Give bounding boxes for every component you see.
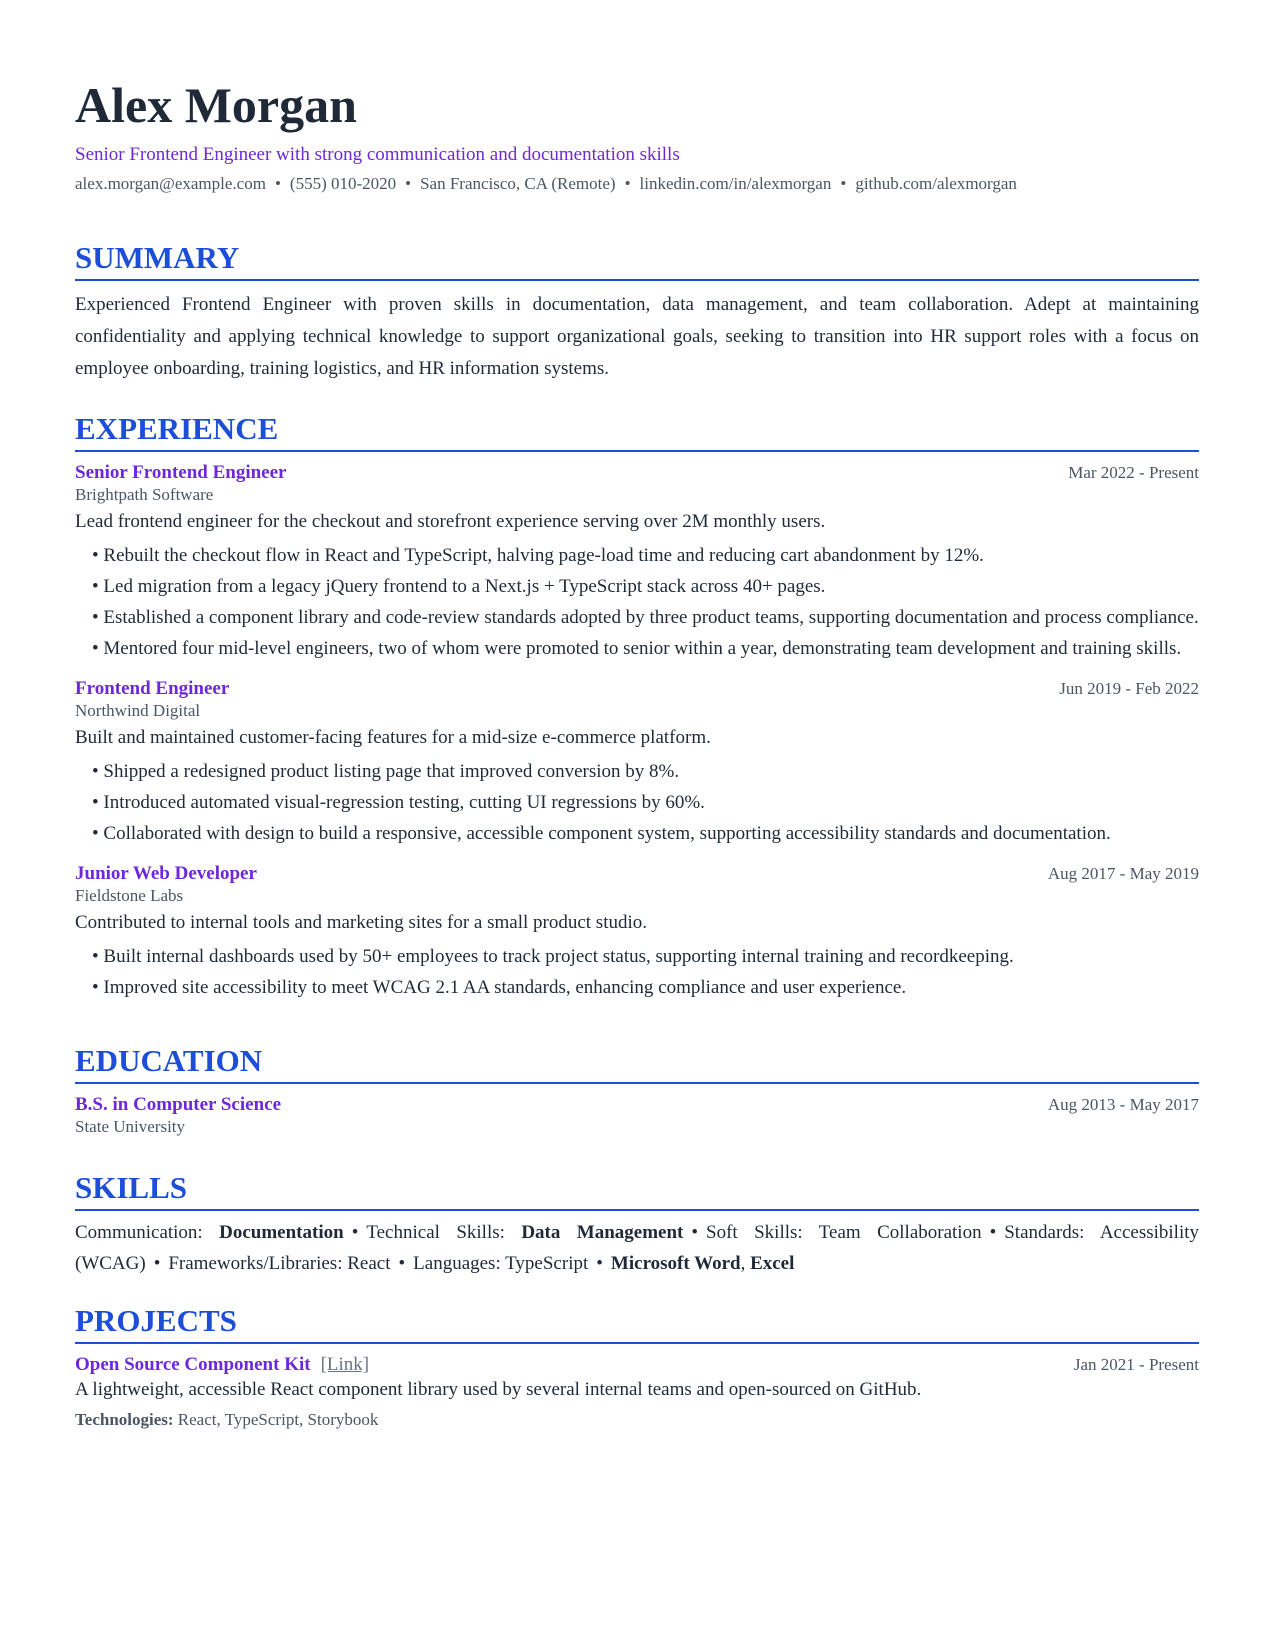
job-title: Frontend Engineer	[75, 678, 230, 699]
contact-github: github.com/alexmorgan	[855, 174, 1017, 193]
job-title: Senior Frontend Engineer	[75, 462, 287, 483]
contact-phone: (555) 010-2020	[289, 174, 397, 193]
project-entry	[75, 1354, 1199, 1430]
project-technologies	[75, 1410, 1199, 1430]
skills-text	[75, 1217, 1199, 1279]
job-company: Fieldstone Labs	[75, 886, 184, 905]
skill-value: Documentation	[219, 1222, 344, 1243]
skill-label: Communication:	[75, 1222, 220, 1243]
skill-separator: •	[596, 1253, 603, 1274]
job-entry	[75, 462, 1199, 664]
job-bullets	[92, 540, 1199, 664]
project-dates: Jan 2021 - Present	[1073, 1355, 1199, 1374]
job-bullet: • Established a component library and code-review standards adopted by three product teams, supporting documentation and process compliance.	[92, 602, 1199, 633]
job-description: Contributed to internal tools and marketing sites for a small product studio.	[75, 912, 648, 933]
skill-value: Data Management	[521, 1222, 684, 1243]
skill-separator: •	[691, 1222, 699, 1243]
contact-separator: •	[840, 174, 847, 193]
job-entry	[75, 863, 1199, 1003]
job-bullet: • Improved site accessibility to meet WCAG 2.1 AA standards, enhancing compliance and user experience.	[92, 972, 1199, 1003]
job-header	[75, 462, 1199, 484]
job-title: Junior Web Developer	[75, 863, 257, 884]
tech-value: React, TypeScript, Storybook	[173, 1410, 379, 1429]
skill-separator: •	[989, 1222, 997, 1243]
skill-comma: ,	[740, 1253, 751, 1274]
job-bullets	[92, 941, 1199, 1003]
job-bullet: • Built internal dashboards used by 50+ employees to track project status, supporting internal training and recordkeeping.	[92, 941, 1199, 972]
experience-heading: EXPERIENCE	[75, 413, 1199, 452]
project-title-group	[75, 1354, 369, 1376]
job-description: Lead frontend engineer for the checkout and storefront experience serving over 2M monthly users.	[75, 511, 826, 532]
job-bullet: • Collaborated with design to build a responsive, accessible component system, supporting accessibility standards and documentation.	[92, 818, 1199, 849]
projects-heading: PROJECTS	[75, 1305, 1199, 1344]
job-header	[75, 863, 1199, 885]
skill-label: Soft Skills:	[706, 1222, 819, 1243]
degree-title: B.S. in Computer Science	[75, 1094, 282, 1115]
skill-value: TypeScript	[505, 1253, 589, 1274]
job-description: Built and maintained customer-facing features for a mid-size e-commerce platform.	[75, 727, 711, 748]
education-header	[75, 1094, 1199, 1116]
project-description: A lightweight, accessible React component library used by several internal teams and open-sourced on GitHub.	[75, 1379, 922, 1400]
summary-text: Experienced Frontend Engineer with proven skills in documentation, data management, and team collaboration. Adept at maintaining confidentiality and applying technical knowledge to support organizational goals, seeking to transition into HR support roles with a focus on employee onboarding, training logistics, and HR information systems.	[75, 294, 1199, 379]
project-header	[75, 1354, 1199, 1376]
summary-heading: SUMMARY	[75, 242, 1199, 281]
school-name: State University	[75, 1117, 186, 1136]
job-header	[75, 678, 1199, 700]
skill-label: Frameworks/Libraries:	[168, 1253, 348, 1274]
skill-value: Accessibility (WCAG)	[75, 1222, 1200, 1274]
skill-separator: •	[153, 1253, 161, 1274]
skill-label: Languages:	[413, 1253, 506, 1274]
job-bullet: • Rebuilt the checkout flow in React and TypeScript, halving page-load time and reducing cart abandonment by 12%.	[92, 540, 1199, 571]
project-link[interactable]: [Link]	[320, 1354, 370, 1375]
skill-value: Excel	[750, 1253, 795, 1274]
job-dates: Aug 2017 - May 2019	[1047, 864, 1199, 883]
candidate-name: Alex Morgan	[75, 77, 357, 133]
job-dates: Jun 2019 - Feb 2022	[1059, 679, 1199, 698]
job-dates: Mar 2022 - Present	[1068, 463, 1199, 482]
skill-separator: •	[351, 1222, 359, 1243]
job-bullet: • Introduced automated visual-regression testing, cutting UI regressions by 60%.	[92, 787, 1199, 818]
contact-email: alex.morgan@example.com	[75, 174, 266, 193]
project-title: Open Source Component Kit	[75, 1354, 311, 1375]
education-heading: EDUCATION	[75, 1045, 1199, 1084]
job-company: Northwind Digital	[75, 701, 201, 720]
education-dates: Aug 2013 - May 2017	[1047, 1095, 1199, 1114]
skills-heading: SKILLS	[75, 1172, 1199, 1211]
skill-label: Technical Skills:	[366, 1222, 522, 1243]
contact-line	[75, 174, 1199, 194]
contact-location: San Francisco, CA (Remote)	[420, 174, 616, 193]
job-bullet: • Mentored four mid-level engineers, two of whom were promoted to senior within a year, demonstrating team development and training skills.	[92, 633, 1199, 664]
skill-separator: •	[398, 1253, 406, 1274]
job-company: Brightpath Software	[75, 485, 214, 504]
education-entry	[75, 1094, 1199, 1138]
job-bullets	[92, 756, 1199, 849]
job-bullet: • Led migration from a legacy jQuery frontend to a Next.js + TypeScript stack across 40+ pages.	[92, 571, 1199, 602]
contact-separator: •	[274, 174, 281, 193]
contact-separator: •	[624, 174, 631, 193]
skill-value: Team Collaboration	[818, 1222, 982, 1243]
skill-value: React	[347, 1253, 391, 1274]
resume-page	[75, 70, 1199, 1430]
job-entry	[75, 678, 1199, 849]
skill-label: Standards:	[1004, 1222, 1100, 1243]
skill-value: Microsoft Word	[610, 1253, 741, 1274]
contact-separator: •	[405, 174, 412, 193]
candidate-tagline: Senior Frontend Engineer with strong communication and documentation skills	[75, 144, 680, 165]
contact-linkedin: linkedin.com/in/alexmorgan	[639, 174, 832, 193]
tech-label: Technologies:	[75, 1410, 174, 1429]
job-bullet: • Shipped a redesigned product listing page that improved conversion by 8%.	[92, 756, 1199, 787]
